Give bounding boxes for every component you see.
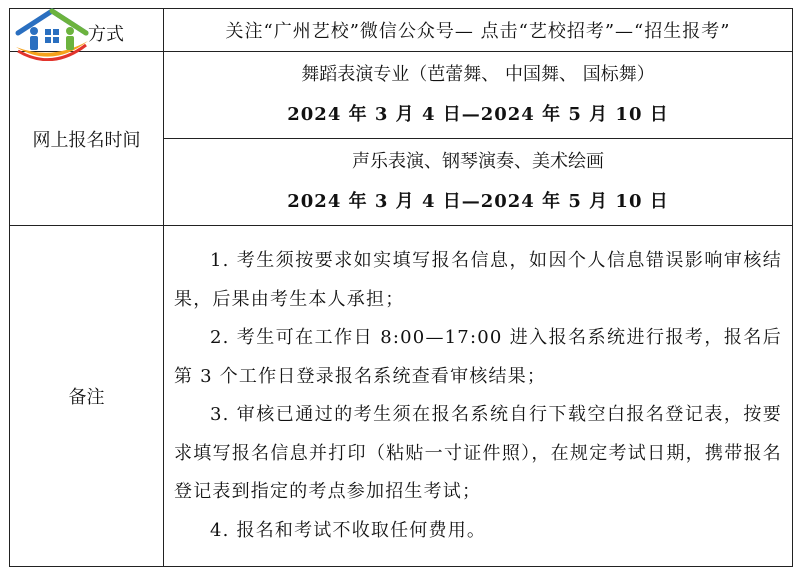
group-2-dates: 2024 年 3 月 4 日—2024 年 5 月 10 日 — [287, 191, 669, 212]
method-label-cell — [10, 9, 164, 52]
group-2-majors: 声乐表演、钢琴演奏、美术绘画 — [352, 151, 604, 172]
group-1-majors: 舞蹈表演专业（芭蕾舞、 中国舞、 国标舞） — [301, 64, 655, 85]
registration-row-1 — [10, 52, 793, 139]
method-label: 方式 — [88, 24, 124, 45]
note-item: 4. 报名和考试不收取任何费用。 — [210, 519, 487, 541]
registration-info-table — [9, 8, 793, 567]
method-value: 关注“广州艺校”微信公众号— 点击“艺校招考”—“招生报考” — [164, 9, 793, 52]
note-item: 2. 考生可在工作日 8:00—17:00 进入报名系统进行报考，报名后第 3 个工作日登录报名系统查看审核结果； — [174, 327, 782, 387]
registration-group-1 — [164, 52, 793, 139]
note-item: 3. 审核已通过的考生须在报名系统自行下载空白报名登记表，按要求填写报名信息并打印（粘贴一寸证件照），在规定考试日期，携带报名登记表到指定的考点参加招生考试； — [174, 404, 782, 502]
notes-label: 备注 — [10, 226, 164, 567]
method-row — [10, 9, 793, 52]
group-1-dates: 2024 年 3 月 4 日—2024 年 5 月 10 日 — [287, 104, 669, 125]
registration-time-label: 网上报名时间 — [10, 52, 164, 226]
registration-group-2 — [164, 139, 793, 226]
house-family-logo-icon — [12, 7, 92, 61]
notes-list — [164, 236, 792, 556]
note-item: 1. 考生须按要求如实填写报名信息，如因个人信息错误影响审核结果，后果由考生本人承担； — [174, 250, 782, 310]
notes-cell — [164, 226, 793, 567]
notes-row — [10, 226, 793, 567]
